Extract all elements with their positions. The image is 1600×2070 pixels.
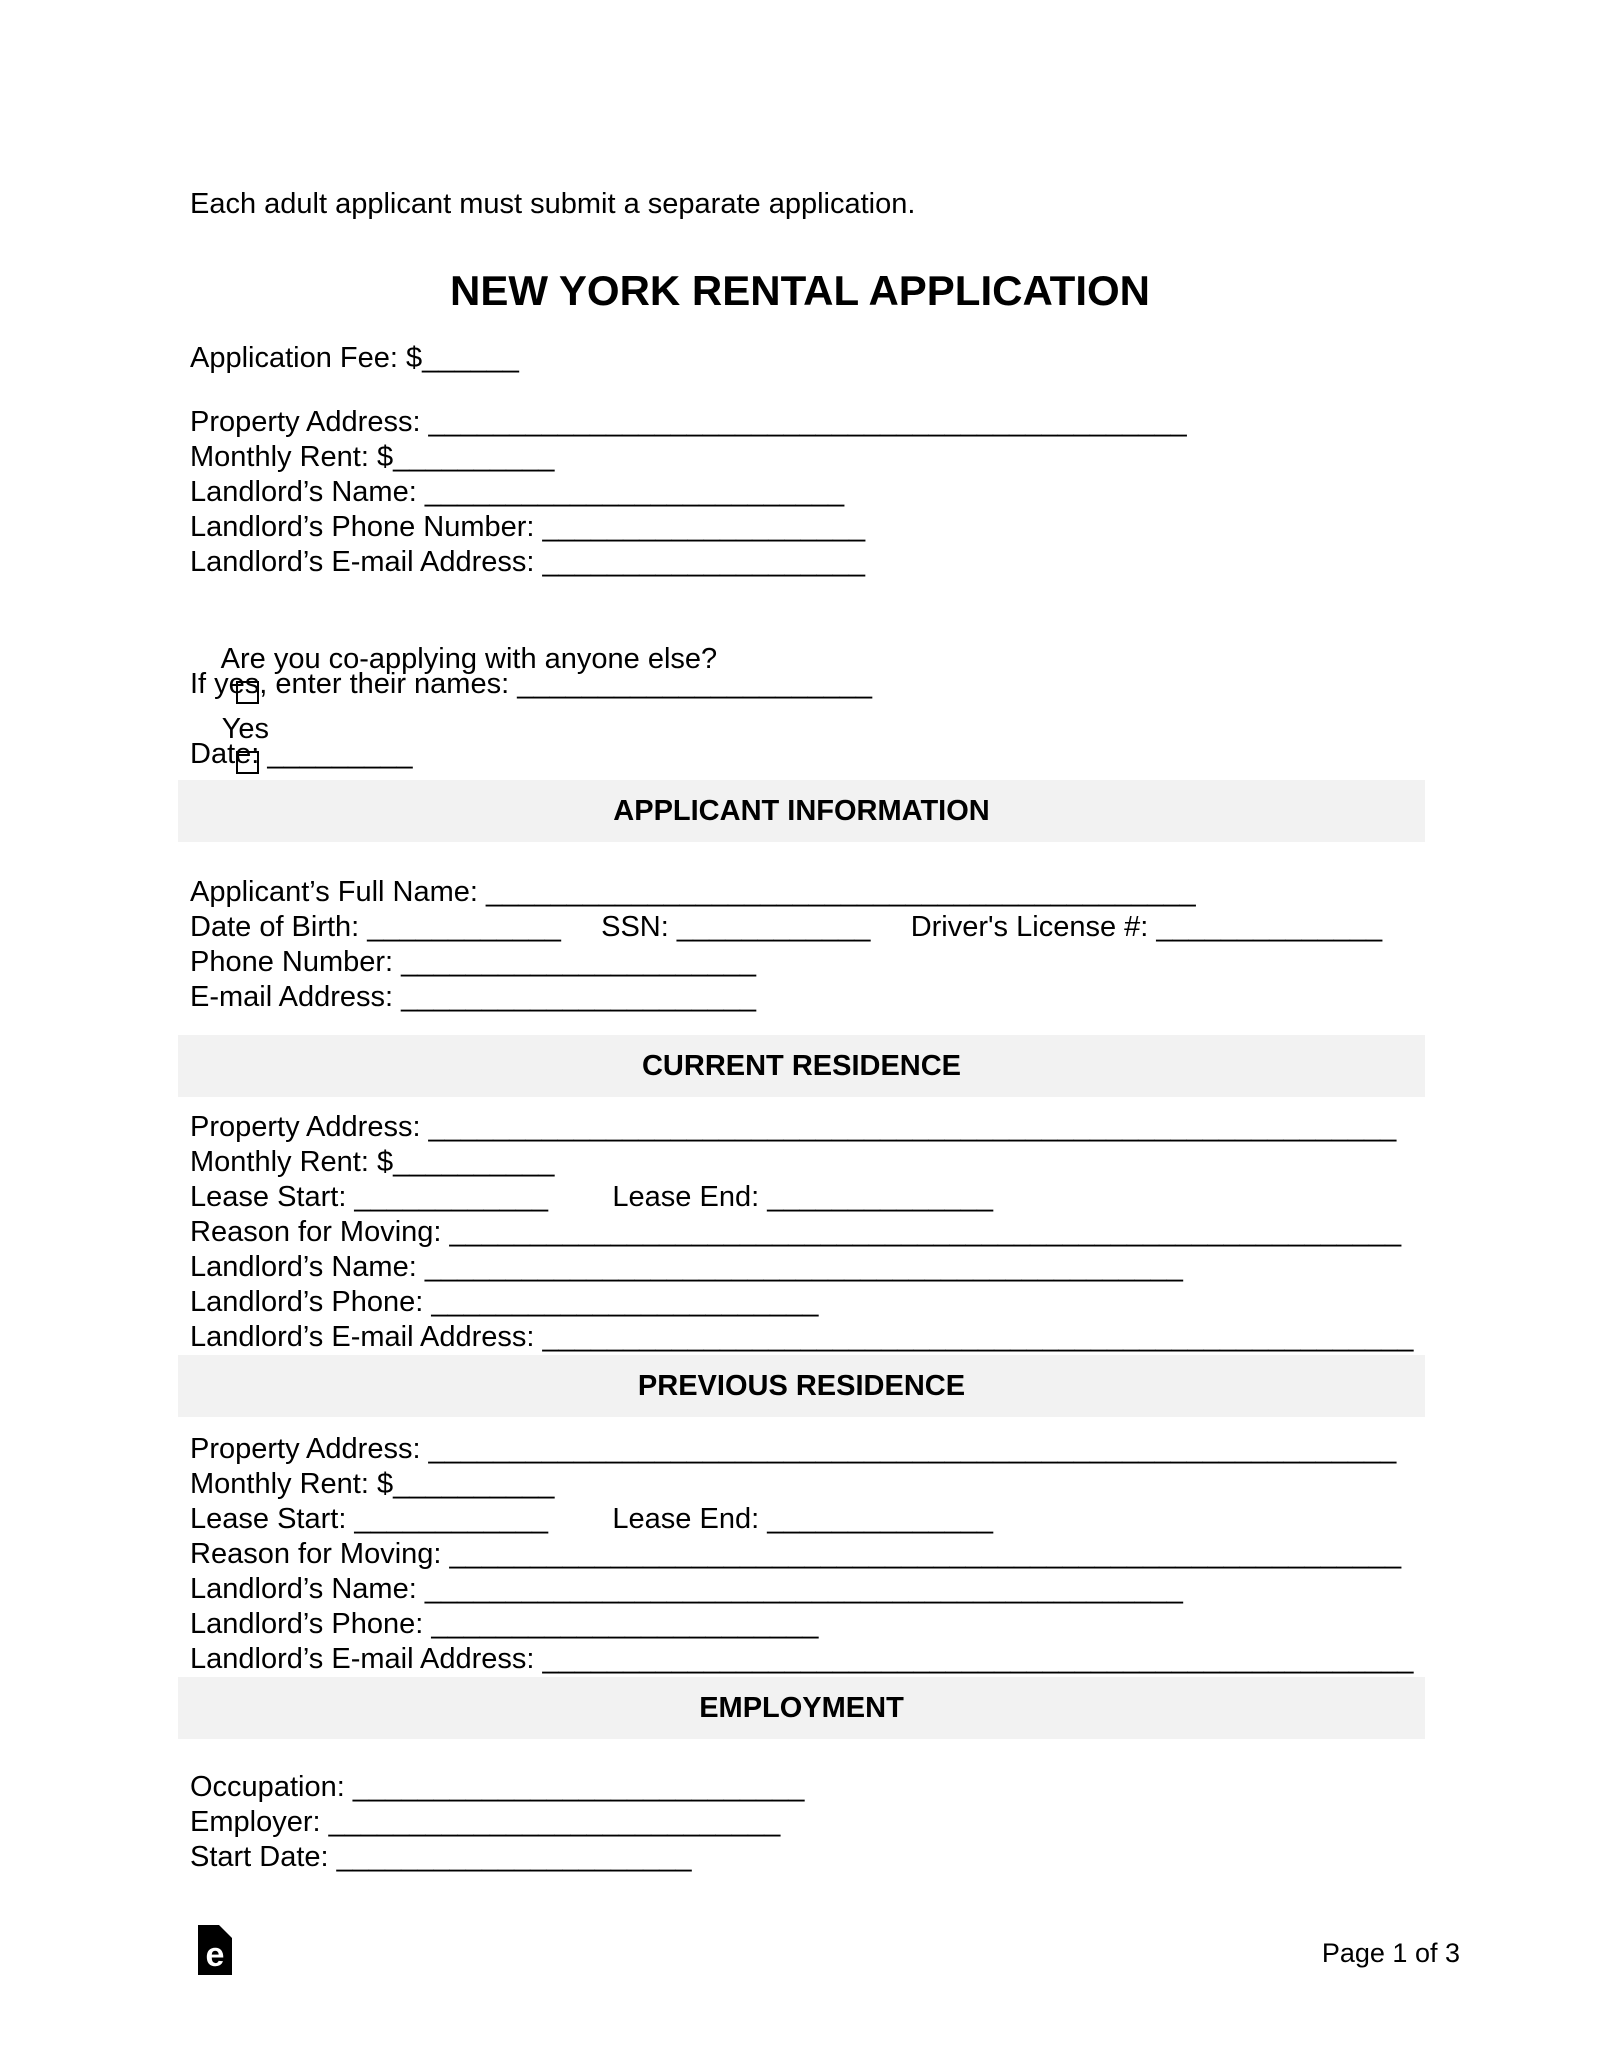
application-fee-field: Application Fee: $______	[190, 342, 519, 374]
employer-field: Employer: ____________________________	[190, 1806, 781, 1838]
section-header-employment: EMPLOYMENT	[178, 1677, 1425, 1739]
previous-landlord-name-field: Landlord’s Name: _______________________________________________	[190, 1573, 1183, 1605]
previous-property-address-field: Property Address: ____________________________________________________________	[190, 1433, 1397, 1465]
current-landlord-name-field: Landlord’s Name: _______________________________________________	[190, 1251, 1183, 1283]
current-property-address-field: Property Address: ____________________________________________________________	[190, 1111, 1397, 1143]
coapplying-question: Are you co-applying with anyone else?	[220, 643, 718, 675]
current-reason-for-moving-field: Reason for Moving: ___________________________________________________________	[190, 1216, 1402, 1248]
dob-ssn-license-row: Date of Birth: ____________ SSN: ____________ Driver's License #: ______________	[190, 911, 1383, 943]
landlord-phone-number-field: Landlord’s Phone Number: ____________________	[190, 511, 866, 543]
landlord-name-field: Landlord’s Name: __________________________	[190, 476, 845, 508]
page-number: Page 1 of 3	[1321, 1938, 1460, 1968]
previous-landlord-email-field: Landlord’s E-mail Address: ______________________________________________________	[190, 1643, 1414, 1675]
section-header-current-residence: CURRENT RESIDENCE	[178, 1035, 1425, 1097]
yes-label: Yes	[221, 713, 270, 745]
notice-text: Each adult applicant must submit a separate application.	[190, 188, 916, 220]
monthly-rent-field: Monthly Rent: $__________	[190, 441, 555, 473]
section-header-applicant-information: APPLICANT INFORMATION	[178, 780, 1425, 842]
section-header-previous-residence: PREVIOUS RESIDENCE	[178, 1355, 1425, 1417]
applicant-phone-number-field: Phone Number: ______________________	[190, 946, 756, 978]
applicant-email-field: E-mail Address: ______________________	[190, 981, 756, 1013]
eforms-logo-letter: e	[205, 1936, 225, 1974]
eforms-logo-icon	[198, 1925, 232, 1975]
current-monthly-rent-field: Monthly Rent: $__________	[190, 1146, 555, 1178]
landlord-email-field: Landlord’s E-mail Address: ____________________	[190, 546, 866, 578]
current-landlord-email-field: Landlord’s E-mail Address: ______________________________________________________	[190, 1321, 1414, 1353]
property-address-field: Property Address: _______________________________________________	[190, 406, 1187, 438]
current-landlord-phone-field: Landlord’s Phone: ________________________	[190, 1286, 819, 1318]
previous-reason-for-moving-field: Reason for Moving: ___________________________________________________________	[190, 1538, 1402, 1570]
previous-landlord-phone-field: Landlord’s Phone: ________________________	[190, 1608, 819, 1640]
coapplicant-names-field: If yes, enter their names: ______________________	[190, 668, 873, 700]
page-title: NEW YORK RENTAL APPLICATION	[449, 267, 1150, 314]
previous-lease-dates-row: Lease Start: ____________ Lease End: ______________	[190, 1503, 994, 1535]
date-field: Date: _________	[190, 738, 413, 770]
current-lease-dates-row: Lease Start: ____________ Lease End: ______________	[190, 1181, 994, 1213]
occupation-field: Occupation: ____________________________	[190, 1771, 805, 1803]
applicant-full-name-field: Applicant’s Full Name: ____________________________________________	[190, 876, 1196, 908]
start-date-field: Start Date: ______________________	[190, 1841, 692, 1873]
previous-monthly-rent-field: Monthly Rent: $__________	[190, 1468, 555, 1500]
